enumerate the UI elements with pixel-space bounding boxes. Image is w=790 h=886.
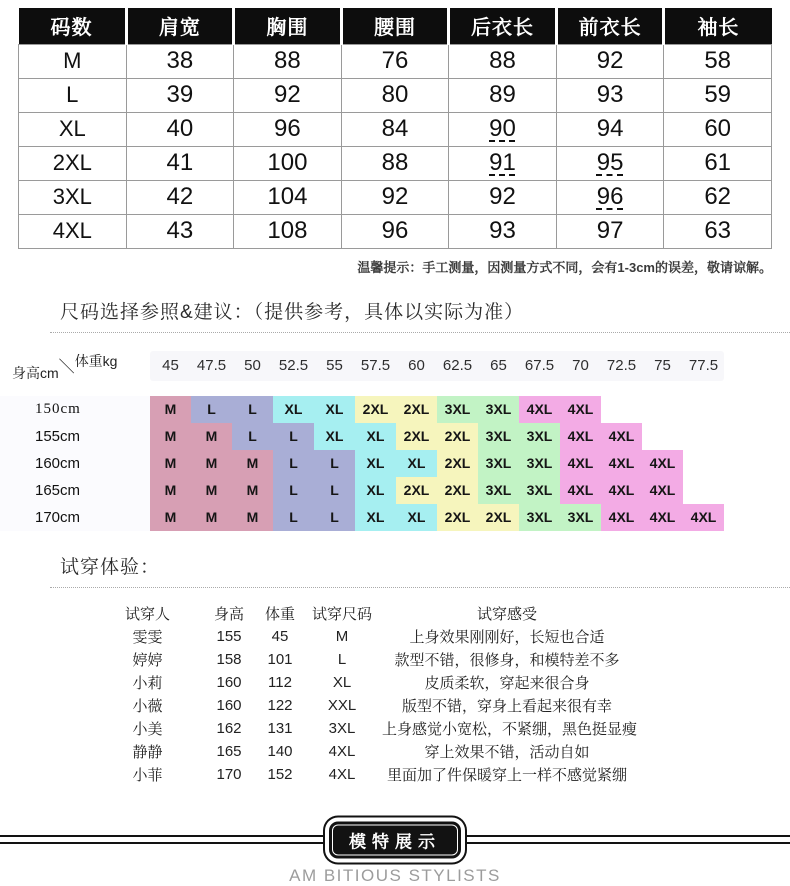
tryon-height: 162 <box>216 719 242 737</box>
tryon-size: 4XL <box>328 765 356 783</box>
size-guide-cell: 3XL <box>478 450 519 477</box>
brand-subtitle: AM BITIOUS STYLISTS <box>289 865 501 885</box>
tryon-person: 小美 <box>132 720 163 738</box>
measurement-value: 91 <box>489 149 516 176</box>
size-guide-cell: XL <box>314 423 355 450</box>
measurement-value: 62 <box>704 183 732 210</box>
measurement-value-cell <box>126 44 234 78</box>
tryon-feedback: 款型不错，很修身，和模特差不多 <box>394 651 620 669</box>
measurement-value: 4XL <box>52 218 92 243</box>
size-guide-cell: XL <box>355 423 396 450</box>
size-guide-cell: 2XL <box>396 477 437 504</box>
measurement-value: 59 <box>704 81 732 108</box>
measurement-value: 80 <box>381 81 409 108</box>
measurement-value: 96 <box>381 217 409 244</box>
measurement-value: 42 <box>166 183 194 210</box>
tryon-feedback: 上身效果刚刚好，长短也合适 <box>409 628 605 646</box>
tryon-height: 160 <box>216 673 242 691</box>
weight-tick: 52.5 <box>278 356 309 374</box>
measurement-value-cell <box>341 214 449 248</box>
measurement-column-header: 胸围 <box>234 8 342 44</box>
measurement-column-header: 后衣长 <box>449 8 557 44</box>
tryon-row <box>95 740 790 763</box>
size-name-cell <box>19 112 127 146</box>
measurement-value: 96 <box>596 183 624 210</box>
measurement-value-cell <box>664 214 772 248</box>
weight-tick: 65 <box>490 356 507 374</box>
tryon-weight: 112 <box>268 673 292 691</box>
measurement-value-cell <box>664 112 772 146</box>
weight-tick: 75 <box>654 356 671 374</box>
size-guide-row <box>0 396 790 423</box>
size-guide-row <box>0 477 790 504</box>
measurement-value: XL <box>58 116 86 141</box>
size-name-cell <box>19 44 127 78</box>
measurement-value: 92 <box>274 81 301 108</box>
measurement-value-cell <box>341 180 449 214</box>
size-name-cell <box>19 146 127 180</box>
size-guide-cell: XL <box>314 396 355 423</box>
size-guide-cell: 2XL <box>437 423 478 450</box>
measurement-column-header: 前衣长 <box>556 8 664 44</box>
tryon-weight: 131 <box>267 719 293 737</box>
tryon-feedback: 里面加了件保暖穿上一样不感觉紧绷 <box>386 766 627 784</box>
axis-label <box>0 353 150 381</box>
measurement-value: 88 <box>381 149 409 176</box>
size-guide-cell: M <box>150 504 191 531</box>
size-guide-title: 尺码选择参照&建议：（提供参考，具体以实际为准） <box>60 301 525 323</box>
tryon-feedback: 版型不错，穿身上看起来很有幸 <box>401 697 612 715</box>
measurement-value-cell <box>234 180 342 214</box>
size-guide-cell: M <box>150 477 191 504</box>
size-name-cell <box>19 180 127 214</box>
size-guide-cell: 3XL <box>519 423 560 450</box>
tryon-height: 170 <box>216 765 242 783</box>
size-guide-cell: 2XL <box>437 504 478 531</box>
measurement-value-cell <box>341 44 449 78</box>
measurement-value: 95 <box>596 149 624 176</box>
measurement-value-cell <box>341 112 449 146</box>
tryon-header-row <box>95 602 790 625</box>
size-guide-cell: 3XL <box>519 477 560 504</box>
measurement-row <box>19 214 772 248</box>
tryon-size: XXL <box>327 696 357 714</box>
tryon-row <box>95 671 790 694</box>
size-guide-cell: 3XL <box>478 396 519 423</box>
tryon-title: 试穿体验： <box>60 556 161 578</box>
size-guide-cell: XL <box>273 396 314 423</box>
measurement-value-cell <box>126 146 234 180</box>
size-guide-cell: L <box>273 450 314 477</box>
measurement-value: 89 <box>489 81 516 108</box>
tryon-row <box>95 694 790 717</box>
tryon-person: 小菲 <box>132 766 163 784</box>
measurement-value-cell <box>556 112 664 146</box>
size-guide-cell: L <box>232 423 273 450</box>
measurement-column-header: 码数 <box>19 8 127 44</box>
size-guide-cell: 4XL <box>560 477 601 504</box>
size-guide-cell: M <box>191 477 232 504</box>
model-display-plaque <box>329 821 461 858</box>
measurement-value-cell <box>126 214 234 248</box>
tryon-size: 3XL <box>328 719 356 737</box>
measurement-value-cell <box>556 214 664 248</box>
size-guide-cell: 4XL <box>601 423 642 450</box>
weight-header-row <box>150 351 724 381</box>
tryon-size: L <box>337 650 347 668</box>
axis-weight-label: 体重kg <box>74 353 118 369</box>
measurement-value: 104 <box>267 183 308 210</box>
measurement-value: 39 <box>166 81 194 108</box>
size-guide-cell: XL <box>355 450 396 477</box>
measurement-value-cell <box>126 78 234 112</box>
measurement-value-cell <box>664 78 772 112</box>
measurement-value: 94 <box>596 115 624 142</box>
tryon-row <box>95 717 790 740</box>
measurement-table-section <box>0 0 790 249</box>
size-guide-row <box>0 423 790 450</box>
size-guide-cell: L <box>273 423 314 450</box>
model-display-label: 模特展示 <box>332 824 458 855</box>
tryon-weight: 101 <box>267 650 293 668</box>
measurement-value: 88 <box>274 47 301 74</box>
height-label: 160cm <box>0 450 150 477</box>
weight-tick: 77.5 <box>688 356 719 374</box>
measurement-value-cell <box>126 180 234 214</box>
size-guide-cell: 2XL <box>437 450 478 477</box>
tryon-feedback: 皮质柔软，穿起来很合身 <box>424 674 590 692</box>
tryon-person: 静静 <box>132 743 163 761</box>
tryon-row <box>95 648 790 671</box>
tryon-section-header <box>50 552 790 588</box>
tryon-weight: 152 <box>267 765 293 783</box>
tryon-height: 165 <box>216 742 242 760</box>
tryon-column-header: 身高 <box>213 605 244 623</box>
size-guide-cell: 4XL <box>642 450 683 477</box>
tryon-person: 小薇 <box>132 697 163 715</box>
measurement-value: 88 <box>489 47 516 74</box>
measurement-value: 2XL <box>52 150 92 175</box>
height-label: 170cm <box>0 504 150 531</box>
size-guide-cell: 4XL <box>601 450 642 477</box>
tryon-row <box>95 763 790 786</box>
measurement-value-cell <box>556 78 664 112</box>
measurement-value: 84 <box>381 115 409 142</box>
size-guide-cell: L <box>273 477 314 504</box>
measurement-value: 43 <box>166 217 194 244</box>
size-guide-cell: L <box>314 450 355 477</box>
size-guide-cell: M <box>150 396 191 423</box>
measurement-value-cell <box>664 180 772 214</box>
measurement-value: 93 <box>596 81 624 108</box>
measurement-value: 100 <box>267 149 308 176</box>
measurement-value-cell <box>234 146 342 180</box>
size-guide-cell: L <box>314 477 355 504</box>
height-label: 155cm <box>0 423 150 450</box>
size-guide-row <box>0 504 790 531</box>
measurement-row <box>19 112 772 146</box>
measurement-value-cell <box>664 146 772 180</box>
measurement-value-cell <box>341 78 449 112</box>
tryon-column-header: 试穿感受 <box>476 605 537 623</box>
size-guide-cell: 2XL <box>396 396 437 423</box>
measurement-column-header: 袖长 <box>664 8 772 44</box>
measurement-value: 41 <box>166 149 194 176</box>
weight-tick: 55 <box>326 356 343 374</box>
size-guide-cell: M <box>191 450 232 477</box>
tryon-size: M <box>335 627 349 645</box>
weight-tick: 57.5 <box>360 356 391 374</box>
size-guide-cell: M <box>150 450 191 477</box>
measurement-value-cell <box>341 146 449 180</box>
size-guide-cell: XL <box>355 477 396 504</box>
measurement-row <box>19 180 772 214</box>
measurement-value: 58 <box>704 47 732 74</box>
weight-tick: 45 <box>162 356 179 374</box>
tryon-size: 4XL <box>328 742 356 760</box>
weight-tick: 70 <box>572 356 589 374</box>
measurement-value-cell <box>449 214 557 248</box>
size-guide-cell: L <box>191 396 232 423</box>
measurement-value-cell <box>556 146 664 180</box>
measurement-value: 97 <box>596 217 624 244</box>
measurement-value-cell <box>234 214 342 248</box>
measurement-value-cell <box>234 44 342 78</box>
measurement-value-cell <box>449 112 557 146</box>
weight-tick: 62.5 <box>442 356 473 374</box>
size-guide-cell: 4XL <box>642 477 683 504</box>
size-name-cell <box>19 214 127 248</box>
size-guide-cell: M <box>150 423 191 450</box>
measurement-value: 92 <box>381 183 409 210</box>
tryon-height: 158 <box>216 650 242 668</box>
measurement-value: 61 <box>704 149 732 176</box>
size-guide-cell: M <box>232 450 273 477</box>
measurement-value-cell <box>449 180 557 214</box>
measurement-value: 96 <box>274 115 301 142</box>
tryon-person: 婷婷 <box>132 651 163 669</box>
measurement-column-header: 腰围 <box>341 8 449 44</box>
tryon-height: 160 <box>216 696 242 714</box>
measurement-value: 3XL <box>52 184 92 209</box>
tryon-column-header: 试穿尺码 <box>311 605 372 623</box>
tryon-column-header: 试穿人 <box>124 605 170 623</box>
size-guide-matrix <box>0 396 790 531</box>
size-guide-cell: M <box>191 423 232 450</box>
size-guide-cell: 3XL <box>478 477 519 504</box>
tryon-feedback: 上身感觉小宽松，不紧绷，黑色挺显瘦 <box>382 720 638 738</box>
tryon-weight: 140 <box>267 742 293 760</box>
size-guide-cell: M <box>232 477 273 504</box>
measurement-row <box>19 146 772 180</box>
tryon-weight: 45 <box>271 627 289 645</box>
axis-height-label: 身高cm <box>12 365 59 381</box>
size-guide-row <box>0 450 790 477</box>
measurement-value: 38 <box>166 47 194 74</box>
tryon-size: XL <box>332 673 352 691</box>
size-guide-cell: L <box>314 504 355 531</box>
tryon-weight: 122 <box>267 696 293 714</box>
tryon-height: 155 <box>216 627 242 645</box>
measurement-value-cell <box>449 146 557 180</box>
measurement-value: 108 <box>267 217 308 244</box>
measurement-value-cell <box>664 44 772 78</box>
size-guide-cell: L <box>273 504 314 531</box>
size-guide-cell: XL <box>396 504 437 531</box>
size-guide-cell: 4XL <box>601 504 642 531</box>
measurement-value: 60 <box>704 115 732 142</box>
measurement-disclaimer: 温馨提示：手工测量，因测量方式不同，会有1-3cm的误差，敬请谅解。 <box>357 259 772 275</box>
size-guide-cell: 4XL <box>683 504 724 531</box>
measurement-value: 76 <box>381 47 409 74</box>
model-display-banner <box>0 823 790 857</box>
weight-tick: 47.5 <box>196 356 227 374</box>
size-name-cell <box>19 78 127 112</box>
measurement-value: 40 <box>166 115 194 142</box>
measurement-row <box>19 78 772 112</box>
measurement-value-cell <box>234 78 342 112</box>
size-guide-cell: 3XL <box>437 396 478 423</box>
measurement-value: 92 <box>596 47 624 74</box>
tryon-person: 雯雯 <box>132 628 163 646</box>
size-guide-cell: 4XL <box>642 504 683 531</box>
size-guide-section-header <box>50 297 790 333</box>
size-guide-cell: 4XL <box>519 396 560 423</box>
measurement-row <box>19 44 772 78</box>
size-guide-cell: 4XL <box>601 477 642 504</box>
measurement-value: L <box>66 82 79 107</box>
measurement-table-body <box>19 44 772 248</box>
size-guide-cell: M <box>191 504 232 531</box>
size-guide-cell: 3XL <box>519 450 560 477</box>
measurement-value: M <box>63 48 82 73</box>
size-guide-cell: L <box>232 396 273 423</box>
size-guide-cell: 3XL <box>478 423 519 450</box>
measurement-table-header-row <box>19 8 772 44</box>
size-guide-cell: M <box>232 504 273 531</box>
size-guide-cell: 4XL <box>560 450 601 477</box>
size-guide-cell: 3XL <box>560 504 601 531</box>
height-label: 150cm <box>0 396 150 423</box>
measurement-value-cell <box>556 180 664 214</box>
measurement-value: 90 <box>489 115 516 142</box>
measurement-table-header <box>19 8 772 44</box>
tryon-table <box>0 602 790 786</box>
tryon-column-header: 体重 <box>264 605 295 623</box>
measurement-value: 63 <box>704 217 732 244</box>
axis-slash: ＼ <box>58 359 75 376</box>
weight-tick: 67.5 <box>524 356 555 374</box>
measurement-column-header: 肩宽 <box>126 8 234 44</box>
measurement-value-cell <box>234 112 342 146</box>
measurement-value-cell <box>556 44 664 78</box>
height-label: 165cm <box>0 477 150 504</box>
measurement-value-cell <box>449 44 557 78</box>
tryon-feedback: 穿上效果不错，活动自如 <box>424 743 590 761</box>
size-guide-cell: 3XL <box>519 504 560 531</box>
measurement-table <box>18 8 772 249</box>
weight-tick: 72.5 <box>606 356 637 374</box>
measurement-value-cell <box>449 78 557 112</box>
size-guide-cell: 2XL <box>396 423 437 450</box>
measurement-value-cell <box>126 112 234 146</box>
weight-tick: 50 <box>244 356 261 374</box>
measurement-value: 92 <box>489 183 516 210</box>
weight-tick: 60 <box>408 356 425 374</box>
size-guide-cell: 2XL <box>437 477 478 504</box>
measurement-value: 93 <box>489 217 516 244</box>
size-guide-cell: 2XL <box>355 396 396 423</box>
size-guide-cell: XL <box>396 450 437 477</box>
tryon-person: 小莉 <box>132 674 163 692</box>
size-guide-cell: XL <box>355 504 396 531</box>
size-guide-cell: 2XL <box>478 504 519 531</box>
size-guide-axis-row <box>0 345 790 387</box>
tryon-row <box>95 625 790 648</box>
size-guide-cell: 4XL <box>560 423 601 450</box>
size-guide-cell: 4XL <box>560 396 601 423</box>
